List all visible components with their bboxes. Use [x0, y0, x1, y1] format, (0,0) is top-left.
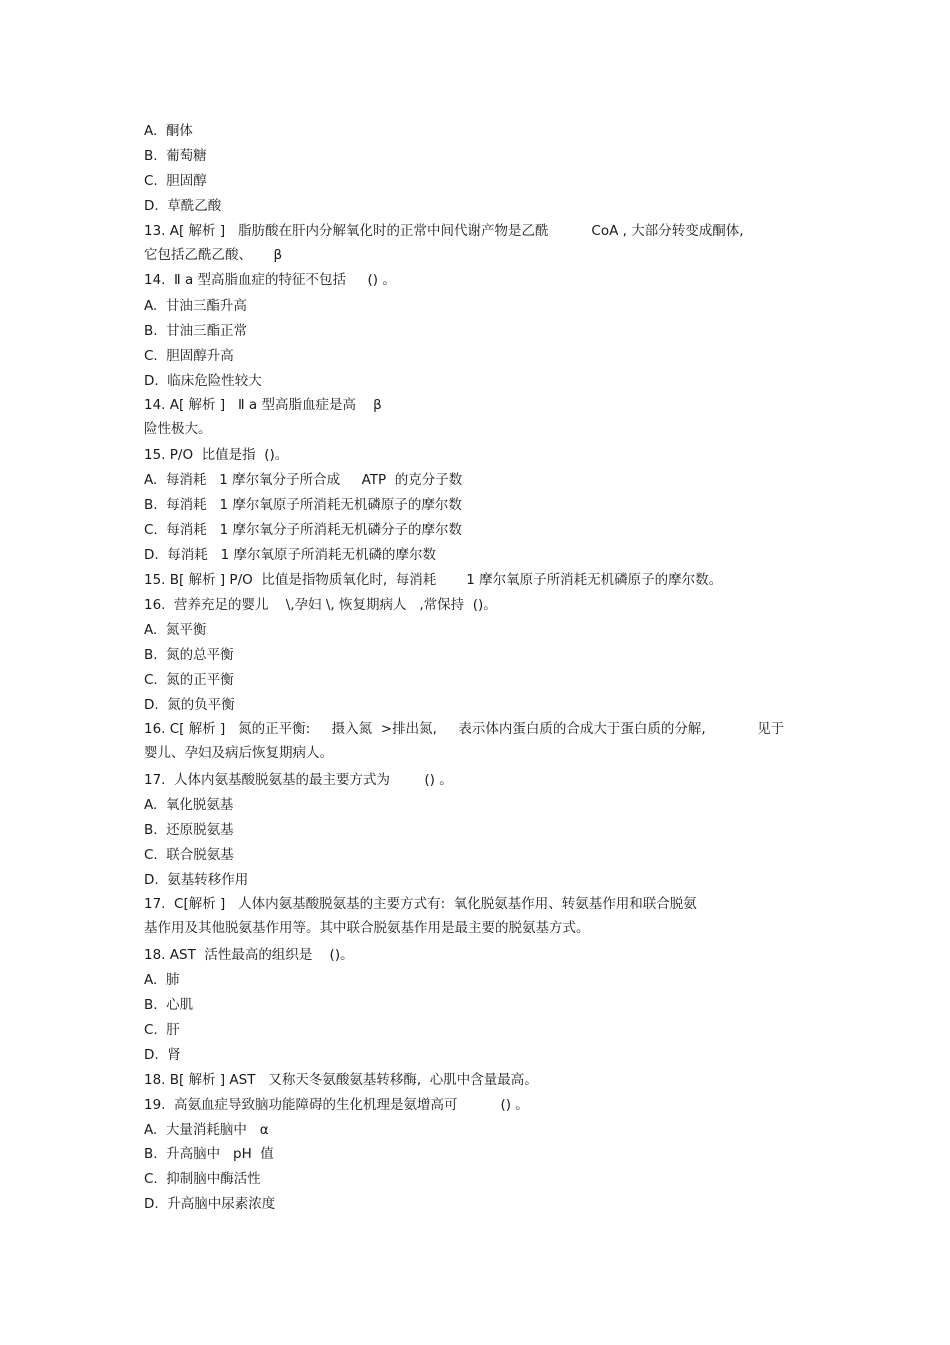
option-line: D. 草酰乙酸 [144, 198, 222, 214]
option-line: C. 胆固醇升高 [144, 348, 234, 364]
option-line: A. 氧化脱氨基 [144, 797, 234, 813]
option-line: A. 每消耗 1 摩尔氧分子所合成 ATP 的克分子数 [144, 472, 463, 488]
option-line: A. 大量消耗脑中 α [144, 1122, 269, 1138]
answer-line: 13. A[ 解析 ] 脂肪酸在肝内分解氧化时的正常中间代谢产物是乙酰 CoA , 大部分转变成酮体, [144, 223, 744, 239]
answer-line: 婴儿、孕妇及病后恢复期病人。 [144, 745, 333, 761]
answer-line: 险性极大。 [144, 421, 212, 437]
answer-line: 15. B[ 解析 ] P/O 比值是指物质氧化时, 每消耗 1 摩尔氧原子所消耗无机磷原子的摩尔数。 [144, 572, 723, 588]
option-line: D. 氨基转移作用 [144, 872, 249, 888]
answer-line: 18. B[ 解析 ] AST 又称天冬氨酸氨基转移酶, 心肌中含量最高。 [144, 1072, 538, 1088]
option-line: A. 甘油三酯升高 [144, 298, 247, 314]
option-line: A. 肺 [144, 972, 180, 988]
answer-line: 它包括乙酰乙酸、 β [144, 247, 283, 263]
option-line: D. 临床危险性较大 [144, 373, 262, 389]
option-line: C. 抑制脑中酶活性 [144, 1171, 261, 1187]
option-line: B. 氮的总平衡 [144, 647, 234, 663]
question-line: 18. AST 活性最高的组织是 ()。 [144, 947, 354, 963]
option-line: B. 升高脑中 pH 值 [144, 1146, 274, 1162]
option-line: B. 还原脱氨基 [144, 822, 234, 838]
answer-line: 基作用及其他脱氨基作用等。其中联合脱氨基作用是最主要的脱氨基方式。 [144, 920, 590, 936]
answer-line: 16. C[ 解析 ] 氮的正平衡: 摄入氮 >排出氮, 表示体内蛋白质的合成大于蛋白质的分解, 见于 [144, 721, 785, 737]
option-line: D. 升高脑中尿素浓度 [144, 1196, 276, 1212]
option-line: B. 每消耗 1 摩尔氧原子所消耗无机磷原子的摩尔数 [144, 497, 462, 513]
question-line: 17. 人体内氨基酸脱氨基的最主要方式为 () 。 [144, 772, 453, 788]
option-line: C. 每消耗 1 摩尔氧分子所消耗无机磷分子的摩尔数 [144, 522, 463, 538]
question-line: 14. Ⅱ a 型高脂血症的特征不包括 () 。 [144, 272, 396, 288]
question-line: 19. 高氨血症导致脑功能障碍的生化机理是氨增高可 () 。 [144, 1097, 529, 1113]
option-line: D. 肾 [144, 1047, 181, 1063]
answer-line: 17. C[解析 ] 人体内氨基酸脱氨基的主要方式有: 氧化脱氨基作用、转氨基作用和联合脱氨 [144, 896, 697, 912]
option-line: C. 氮的正平衡 [144, 672, 234, 688]
option-line: B. 心肌 [144, 997, 194, 1013]
option-line: A. 酮体 [144, 123, 193, 139]
option-line: B. 葡萄糖 [144, 148, 207, 164]
option-line: A. 氮平衡 [144, 622, 207, 638]
option-line: C. 联合脱氨基 [144, 847, 234, 863]
option-line: C. 肝 [144, 1022, 180, 1038]
option-line: C. 胆固醇 [144, 173, 207, 189]
option-line: D. 氮的负平衡 [144, 697, 235, 713]
question-line: 16. 营养充足的婴儿 \,孕妇 \, 恢复期病人 ,常保持 ()。 [144, 597, 497, 613]
answer-line: 14. A[ 解析 ] Ⅱ a 型高脂血症是高 β [144, 397, 382, 413]
option-line: D. 每消耗 1 摩尔氧原子所消耗无机磷的摩尔数 [144, 547, 437, 563]
question-line: 15. P/O 比值是指 ()。 [144, 447, 289, 463]
option-line: B. 甘油三酯正常 [144, 323, 248, 339]
